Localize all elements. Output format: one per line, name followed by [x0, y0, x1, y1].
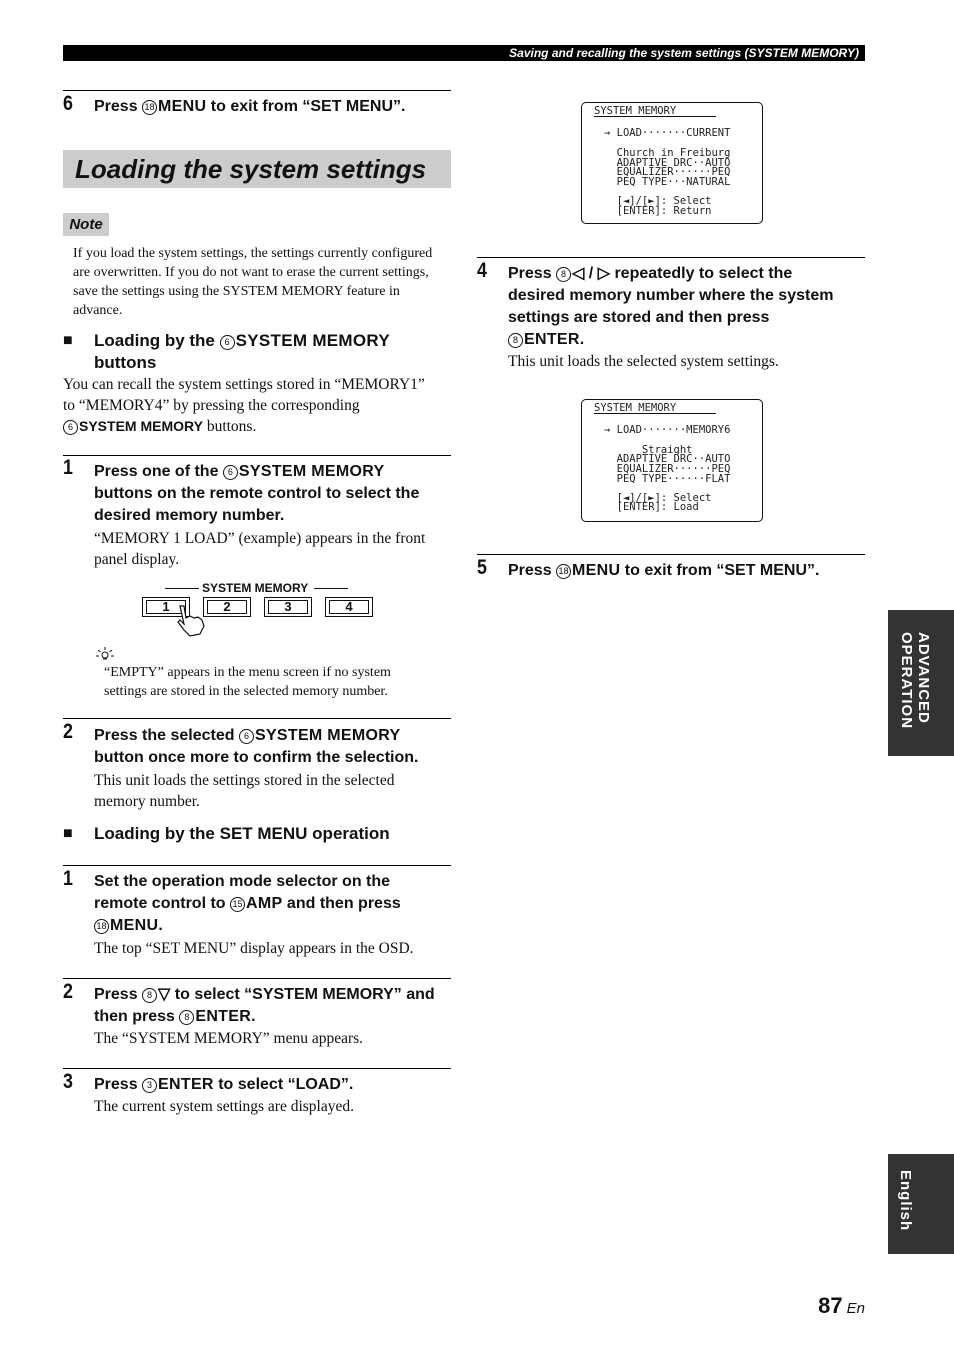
divider: [63, 718, 451, 719]
divider: [477, 554, 865, 555]
osd-line: [◄]/[►]: Select: [604, 195, 712, 207]
osd-line: PEQ TYPE······FLAT: [604, 473, 731, 485]
osd-line: ADAPTIVE DRC··AUTO: [604, 157, 731, 169]
osd-line: [ENTER]: Load: [604, 501, 699, 513]
divider: [314, 588, 348, 589]
running-header: [63, 45, 865, 61]
tip-lightbulb-icon: [94, 645, 116, 663]
osd-screen-current: [581, 102, 763, 224]
step-number: 1: [63, 867, 73, 890]
osd-line: [◄]/[►]: Select: [604, 492, 712, 504]
step-instruction: Set the operation mode selector on the remote control to 15 AMP and then press 18 MENU.: [94, 873, 401, 934]
osd-title: SYSTEM MEMORY: [594, 403, 716, 414]
step-body: This unit loads the settings stored in the selected memory number.: [94, 772, 395, 810]
osd-title: SYSTEM MEMORY: [594, 106, 716, 117]
subheading: Loading by the SET MENU operation: [94, 824, 390, 843]
bullet: ■: [63, 332, 73, 349]
osd-line: PEQ TYPE···NATURAL: [604, 176, 731, 188]
running-header-text: Saving and recalling the system settings (SYSTEM MEMORY): [509, 46, 859, 60]
step-instruction: Press 18 MENU to exit from “SET MENU”.: [94, 98, 406, 115]
step-number: 5: [477, 556, 487, 579]
memory-button-4[interactable]: 4: [325, 597, 373, 617]
divider: [165, 588, 199, 589]
side-tab-label: ADVANCED OPERATION: [898, 632, 932, 730]
page-number: 87 En: [818, 1293, 865, 1318]
memory-button-3[interactable]: 3: [264, 597, 312, 617]
step-instruction: Press 3 ENTER to select “LOAD”.: [94, 1076, 354, 1093]
section-title-box: [63, 150, 451, 188]
step-body: The current system settings are displayed.: [94, 1098, 354, 1115]
step-number: 3: [63, 1070, 73, 1093]
remote-illustration: [140, 578, 380, 638]
divider: [63, 1068, 451, 1069]
step-number: 4: [477, 259, 487, 282]
tip-text: “EMPTY” appears in the menu screen if no system settings are stored in the selected memory number.: [104, 665, 391, 699]
osd-line: → LOAD·······MEMORY6: [604, 424, 731, 436]
step-number: 2: [63, 720, 73, 743]
step-number: 1: [63, 456, 73, 479]
step-body: The top “SET MENU” display appears in the OSD.: [94, 940, 414, 957]
side-tab-advanced: [888, 610, 954, 756]
osd-line: EQUALIZER······PEQ: [604, 463, 731, 475]
osd-line: [ENTER]: Return: [604, 205, 712, 217]
subheading: Loading by the 6 SYSTEM MEMORY buttons: [94, 331, 391, 372]
osd-line: ADAPTIVE DRC··AUTO: [604, 453, 731, 465]
note-text: If you load the system settings, the settings currently configured are overwritten. If you do not want to erase the current settings, save the settings using the SYSTEM MEMORY feature in advance.: [73, 246, 433, 318]
side-tab-english: [888, 1154, 954, 1254]
osd-line: Church in Freiburg: [604, 147, 731, 159]
step-instruction: Press 18 MENU to exit from “SET MENU”.: [508, 562, 820, 579]
step-number: 6: [63, 92, 73, 115]
step-body: This unit loads the selected system settings.: [508, 353, 779, 370]
note-label: Note: [63, 213, 109, 236]
osd-screen-memory6: [581, 399, 763, 522]
step-instruction: Press 8 ◁ / ▷ repeatedly to select the desired memory number where the system settings are stored and then press 8 ENTER.: [508, 265, 834, 348]
section-title: Loading the system settings: [75, 154, 427, 184]
divider: [63, 865, 451, 866]
osd-line: Straight: [604, 444, 693, 456]
osd-line: EQUALIZER······PEQ: [604, 166, 731, 178]
remote-label: SYSTEM MEMORY: [202, 581, 309, 595]
side-tab-label: English: [897, 1170, 914, 1232]
step-body: “MEMORY 1 LOAD” (example) appears in the front panel display.: [94, 530, 426, 568]
memory-button-2[interactable]: 2: [203, 597, 251, 617]
memory-button-1[interactable]: 1: [142, 597, 190, 617]
divider: [477, 257, 865, 258]
step-number: 2: [63, 980, 73, 1003]
divider: [63, 90, 451, 91]
step-instruction: Press 8 ▽ to select “SYSTEM MEMORY” and then press 8 ENTER.: [94, 986, 435, 1025]
divider: [63, 978, 451, 979]
bullet: ■: [63, 825, 73, 842]
step-body: The “SYSTEM MEMORY” menu appears.: [94, 1030, 364, 1047]
divider: [63, 455, 451, 456]
step-instruction: Press the selected 6 SYSTEM MEMORY button once more to confirm the selection.: [94, 727, 419, 766]
step-instruction: Press one of the 6 SYSTEM MEMORY buttons on the remote control to select the desired memory number.: [94, 463, 420, 524]
pointing-hand-icon: [174, 604, 210, 638]
osd-line: → LOAD·······CURRENT: [604, 127, 731, 139]
subheading-body: You can recall the system settings stored in “MEMORY1” to “MEMORY4” by pressing the corresponding 6 SYSTEM MEMORY buttons.: [63, 376, 425, 435]
